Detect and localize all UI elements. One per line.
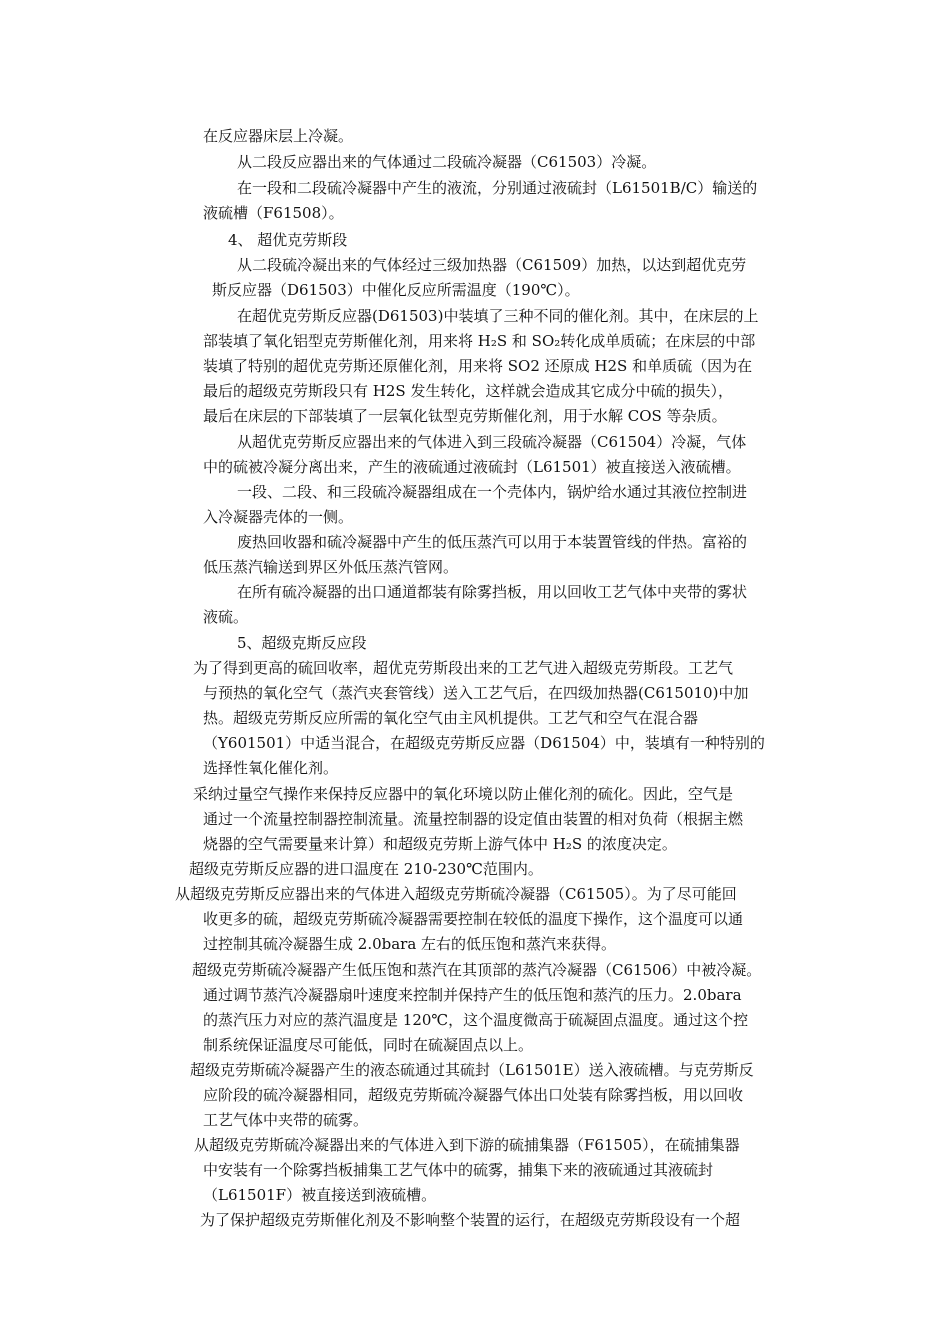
- paragraph: 采纳过量空气操作来保持反应器中的氧化环境以防止催化剂的硫化。因此，空气是 通过一个流量控制器控制流量。流量控制器的设定值由装置的相对负荷（根据主燃 烧器的空气需要量来计算）和超级克劳斯上游气体中 H₂S 的浓度决定。: [193, 785, 744, 853]
- paragraph: 超级克劳斯反应器的进口温度在 210-230℃范围内。: [189, 860, 543, 878]
- paragraph: 超级克劳斯硫冷凝器产生的液态硫通过其硫封（L61501E）送入液硫槽。与克劳斯反 应阶段的硫冷凝器相同，超级克劳斯硫冷凝器气体出口处装有除雾挡板，用以回收 工艺气体中夹带的硫雾。: [190, 1061, 754, 1129]
- paragraph: 一段、二段、和三段硫冷凝器组成在一个壳体内，锅炉给水通过其液位控制进 入冷凝器壳体的一侧。: [203, 483, 748, 526]
- paragraph: 从超级克劳斯硫冷凝器出来的气体进入到下游的硫捕集器（F61505），在硫捕集器 中安装有一个除雾挡板捕集工艺气体中的硫雾，捕集下来的液硫通过其液硫封 （L61501F）被直接送到液硫槽。: [194, 1136, 740, 1204]
- paragraph: 从超级克劳斯反应器出来的气体进入超级克劳斯硫冷凝器（C61505）。为了尽可能回 收更多的硫，超级克劳斯硫冷凝器需要控制在较低的温度下操作，这个温度可以通 过控制其硫冷凝器生成 2.0bara 左右的低压饱和蒸汽来获得。: [175, 885, 744, 953]
- paragraph: 为了得到更高的硫回收率，超优克劳斯段出来的工艺气进入超级克劳斯段。工艺气 与预热的氧化空气（蒸汽夹套管线）送入工艺气后，在四级加热器(C615010)中加 热。超级克劳斯反应所需的氧化空气由主风机提供。工艺气和空气在混合器 （Y601501）中适当混合，在超级克劳斯反应器（D61504）中，装填有一种特别的 选择性氧化催化剂。: [193, 659, 765, 777]
- paragraph: 在所有硫冷凝器的出口通道都装有除雾挡板，用以回收工艺气体中夹带的雾状 液硫。: [203, 583, 748, 626]
- section-heading: 5、超级克斯反应段: [237, 634, 367, 652]
- paragraph: 从二段反应器出来的气体通过二段硫冷凝器（C61503）冷凝。: [237, 153, 657, 171]
- paragraph: 从二段硫冷凝出来的气体经过三级加热器（C61509）加热，以达到超优克劳 斯反应器（D61503）中催化反应所需温度（190℃）。: [212, 256, 747, 299]
- paragraph: 在超优克劳斯反应器(D61503)中装填了三种不同的催化剂。其中，在床层的上 部装填了氧化铝型克劳斯催化剂，用来将 H₂S 和 SO₂转化成单质硫；在床层的中部 装填了特别的超优克劳斯还原催化剂，用来将 SO2 还原成 H2S 和单质硫（因为在 最后的超级克劳斯段只有 H2S 发生转化，这样就会造成其它成分中硫的损失）， 最后在床层的下部装填了一层氧化钛型克劳斯催化剂，用于水解 COS 等杂质。: [203, 307, 759, 425]
- paragraph: 为了保护超级克劳斯催化剂及不影响整个装置的运行，在超级克劳斯段设有一个超: [200, 1211, 741, 1229]
- paragraph: 在反应器床层上冷凝。: [203, 127, 354, 145]
- paragraph: 从超优克劳斯反应器出来的气体进入到三段硫冷凝器（C61504）冷凝，气体 中的硫被冷凝分离出来，产生的液硫通过液硫封（L61501）被直接送入液硫槽。: [203, 433, 747, 476]
- section-heading: 4、 超优克劳斯段: [228, 231, 348, 249]
- paragraph: 在一段和二段硫冷凝器中产生的液流，分别通过液硫封（L61501B/C）输送的 液硫槽（F61508）。: [203, 179, 758, 222]
- paragraph: 超级克劳斯硫冷凝器产生低压饱和蒸汽在其顶部的蒸汽冷凝器（C61506）中被冷凝。 通过调节蒸汽冷凝器扇叶速度来控制并保持产生的低压饱和蒸汽的压力。2.0bara 的蒸汽压力对应的蒸汽温度是 120℃，这个温度微高于硫凝固点温度。通过这个控 制系统保证温度尽可能低，同时在硫凝固点以上。: [192, 961, 762, 1054]
- paragraph: 废热回收器和硫冷凝器中产生的低压蒸汽可以用于本装置管线的伴热。富裕的 低压蒸汽输送到界区外低压蒸汽管网。: [203, 533, 748, 576]
